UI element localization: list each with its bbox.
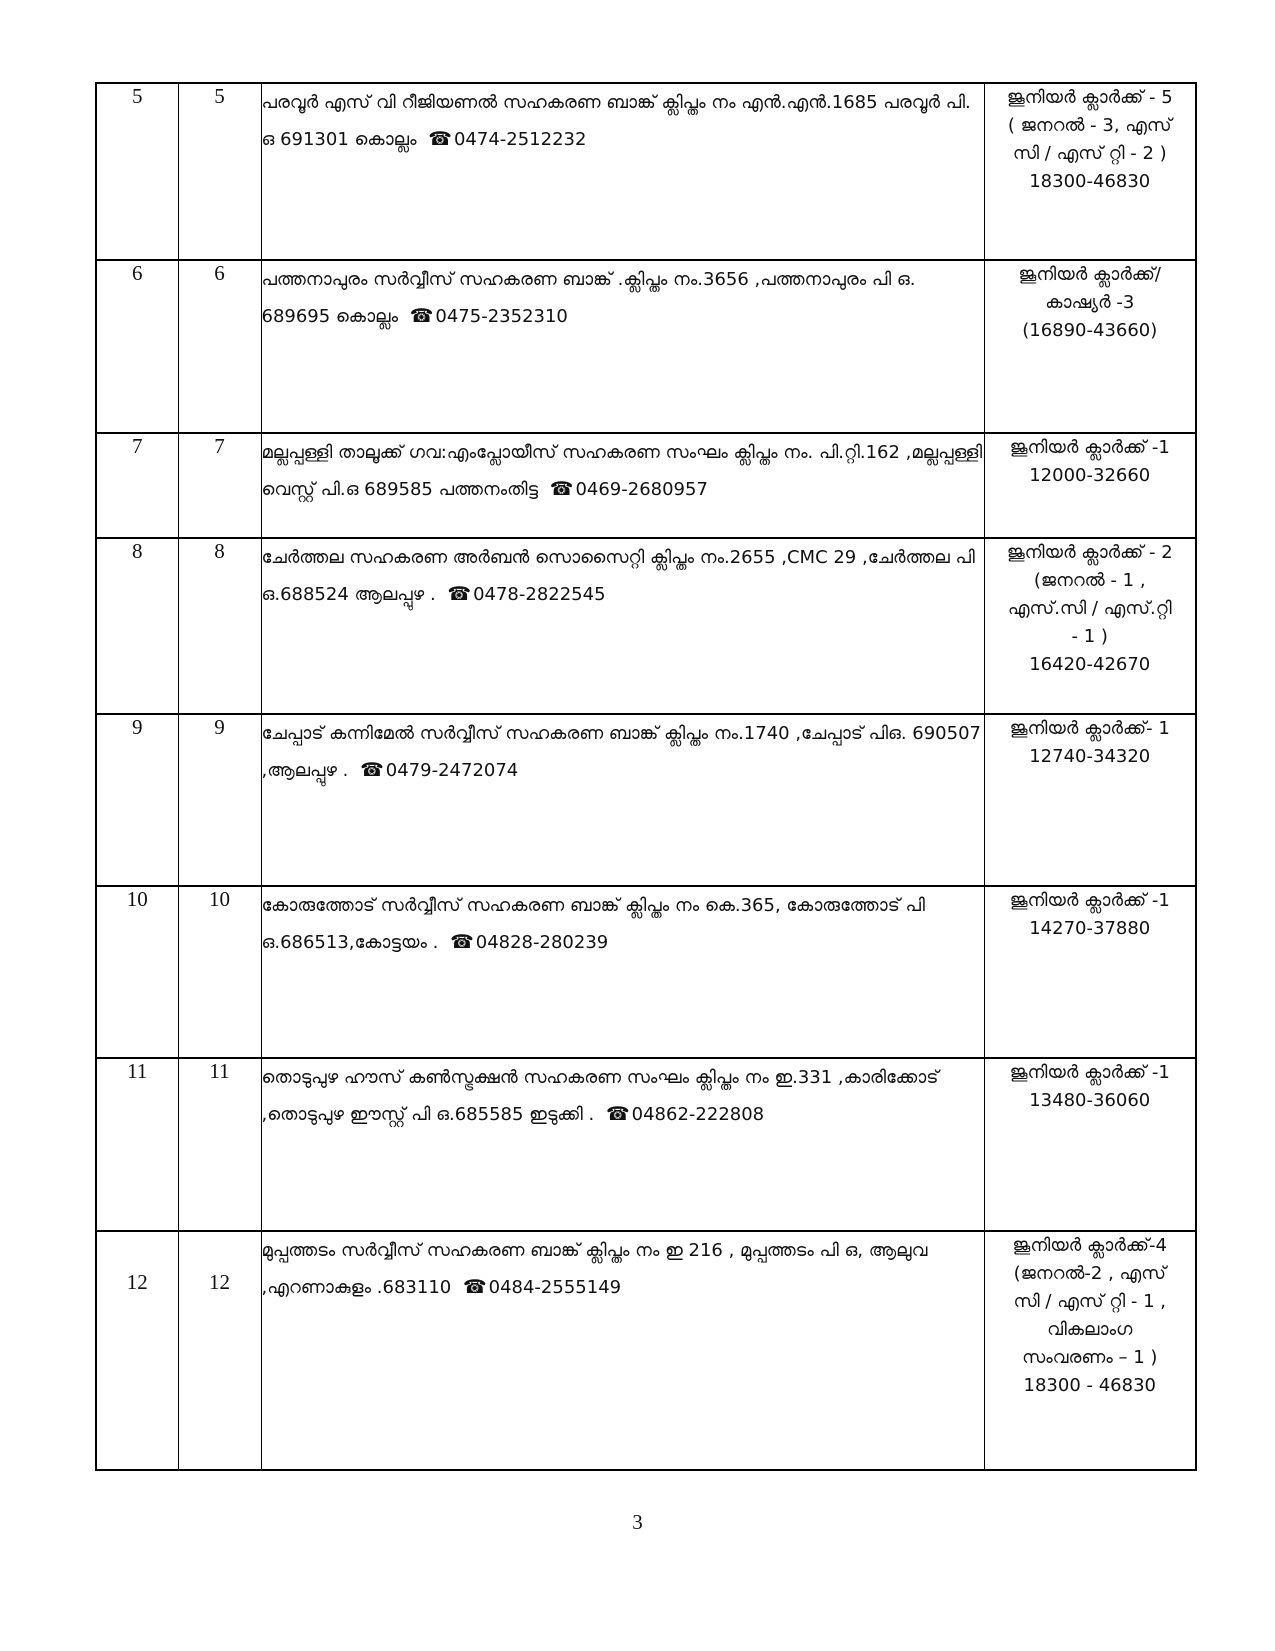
society-address-text: കോരുത്തോട് സർവ്വീസ് സഹകരണ ബാങ്ക് ക്ലിപ്തം നം കെ.365, കോരുത്തോട് പി ഒ.686513,കോട്ടയം . (261, 895, 925, 953)
post-detail-line: ജൂനിയർ ക്ലാർക്ക്-4 (1012, 1235, 1167, 1256)
phone-number: 0474-2512232 (453, 129, 587, 150)
society-address-cell (261, 1058, 984, 1231)
serial-number-2-cell: 12 (178, 1231, 261, 1470)
post-detail-line: ജൂനിയർ ക്ലാർക്ക് -1 (1009, 1062, 1170, 1083)
post-details-cell (984, 1231, 1196, 1470)
post-detail-line: 18300 - 46830 (1023, 1375, 1156, 1396)
serial-number-cell: 11 (96, 1058, 178, 1231)
post-details-cell (984, 1058, 1196, 1231)
table-row (96, 714, 1196, 886)
post-detail-line: ജൂനിയർ ക്ലാർക്ക്- 1 (1009, 718, 1170, 739)
post-detail-line: ജൂനിയർ ക്ലാർക്ക് - 2 (1006, 542, 1173, 563)
serial-number-cell: 7 (96, 433, 178, 538)
post-detail-line: (16890-43660) (1022, 320, 1158, 341)
phone-icon: ☎ (450, 931, 474, 953)
serial-number-cell: 10 (96, 886, 178, 1058)
phone-icon: ☎ (447, 583, 472, 605)
post-detail-line: (ജനറൽ-2 , എസ് (1013, 1263, 1166, 1284)
vacancy-table (95, 82, 1197, 1471)
post-details-cell (984, 260, 1196, 433)
post-detail-line: (ജനറൽ - 1 , (1033, 570, 1146, 591)
table-row (96, 260, 1196, 433)
serial-number-2-cell: 8 (178, 538, 261, 714)
post-detail-line: ജൂനിയർ ക്ലാർക്ക് -1 (1009, 890, 1170, 911)
serial-number-2-cell: 10 (178, 886, 261, 1058)
post-detail-line: 12740-34320 (1029, 746, 1151, 767)
post-detail-line: ( ജനറൽ - 3, എസ് (1007, 115, 1172, 136)
post-detail-line: 16420-42670 (1029, 654, 1151, 675)
society-address-text: ചേപ്പാട് കന്നിമേൽ സർവ്വീസ് സഹകരണ ബാങ്ക് ക്ലിപ്തം നം.1740 ,ചേപ്പാട് പിഒ. 690507 ,ആലപ്പുഴ . (261, 723, 981, 781)
table-row (96, 886, 1196, 1058)
society-address-cell (261, 538, 984, 714)
phone-number: 0479-2472074 (385, 760, 519, 781)
post-detail-line: വികലാംഗ (1047, 1319, 1133, 1340)
serial-number-2-cell: 6 (178, 260, 261, 433)
phone-number: 0484-2555149 (488, 1277, 622, 1298)
table-row (96, 83, 1196, 260)
post-detail-line: കാഷ്യർ -3 (1045, 292, 1135, 313)
society-address-text: പത്തനാപുരം സർവ്വീസ് സഹകരണ ബാങ്ക് .ക്ലിപ്തം നം.3656 ,പത്തനാപുരം പി ഒ. 689695 കൊല്ലം (261, 269, 916, 327)
table-row (96, 433, 1196, 538)
post-details-cell (984, 714, 1196, 886)
post-detail-line: ജൂനിയർ ക്ലാർക്ക്/ (1018, 264, 1161, 285)
phone-icon: ☎ (409, 305, 434, 327)
phone-number: 04828-280239 (475, 932, 609, 953)
society-address-cell (261, 433, 984, 538)
serial-number-cell: 8 (96, 538, 178, 714)
society-address-text: തൊടുപുഴ ഹൗസ് കൺസ്ട്രക്ഷൻ സഹകരണ സംഘം ക്ലിപ്തം നം ഇ.331 ,കാരിക്കോട് ,തൊടുപുഴ ഈസ്റ്റ് പി ഒ.685585 ഇടുക്കി . (261, 1067, 939, 1125)
post-detail-line: സി / എസ് റ്റി - 2 ) (1012, 143, 1167, 164)
table-row (96, 538, 1196, 714)
post-detail-line: 14270-37880 (1029, 918, 1151, 939)
post-detail-line: സംവരണം – 1 ) (1022, 1347, 1158, 1368)
page-number: 3 (632, 1510, 643, 1534)
post-detail-line: ജൂനിയർ ക്ലാർക്ക് - 5 (1006, 87, 1173, 108)
table-row (96, 1231, 1196, 1470)
post-detail-line: സി / എസ് റ്റി - 1 , (1013, 1291, 1167, 1312)
post-detail-line: എസ്.സി / എസ്.റ്റി (1007, 598, 1172, 619)
serial-number-2-cell: 9 (178, 714, 261, 886)
post-details-cell (984, 538, 1196, 714)
phone-icon: ☎ (428, 128, 452, 150)
society-address-cell (261, 260, 984, 433)
serial-number-cell: 5 (96, 83, 178, 260)
society-address-cell (261, 714, 984, 886)
phone-number: 0469-2680957 (575, 479, 708, 500)
serial-number-2-cell: 5 (178, 83, 261, 260)
phone-icon: ☎ (360, 759, 384, 781)
society-address-cell (261, 1231, 984, 1470)
phone-number: 0475-2352310 (435, 306, 568, 327)
phone-icon: ☎ (462, 1276, 487, 1298)
table-body (96, 83, 1196, 1470)
post-details-cell (984, 886, 1196, 1058)
post-detail-line: 18300-46830 (1029, 171, 1151, 192)
post-details-cell (984, 433, 1196, 538)
society-address-cell (261, 886, 984, 1058)
phone-number: 04862-222808 (631, 1104, 765, 1125)
society-address-text: മല്ലപ്പള്ളി താലൂക്ക് ഗവ:എംപ്ലോയീസ് സഹകരണ സംഘം ക്ലിപ്തം നം. പി.റ്റി.162 ,മല്ലപ്പള്ളി വെസ്റ്റ് പി.ഒ 689585 പത്തനംതിട്ട (261, 442, 983, 500)
phone-icon: ☎ (605, 1103, 630, 1125)
post-detail-line: - 1 ) (1071, 626, 1108, 647)
society-address-cell (261, 83, 984, 260)
society-address-text: ചേർത്തല സഹകരണ അർബൻ സൊസൈറ്റി ക്ലിപ്തം നം.2655 ,CMC 29 ,ചേർത്തല പി ഒ.688524 ആലപ്പുഴ . (261, 547, 975, 605)
serial-number-cell: 9 (96, 714, 178, 886)
post-detail-line: 13480-36060 (1029, 1090, 1151, 1111)
society-address-text: മുപ്പത്തടം സർവ്വീസ് സഹകരണ ബാങ്ക് ക്ലിപ്തം നം ഇ 216 , മുപ്പത്തടം പി ഒ, ആലുവ ,എറണാകുളം .683110 (261, 1240, 928, 1298)
society-address-text: പരവൂർ എസ് വി റീജിയണൽ സഹകരണ ബാങ്ക് ക്ലിപ്തം നം എൻ.എൻ.1685 പരവൂർ പി. ഒ 691301 കൊല്ലം (261, 92, 971, 150)
post-detail-line: 12000-32660 (1029, 465, 1151, 486)
serial-number-2-cell: 7 (178, 433, 261, 538)
post-detail-line: ജൂനിയർ ക്ലാർക്ക് -1 (1009, 437, 1170, 458)
serial-number-cell: 12 (96, 1231, 178, 1470)
phone-icon: ☎ (549, 478, 574, 500)
table-row (96, 1058, 1196, 1231)
serial-number-2-cell: 11 (178, 1058, 261, 1231)
serial-number-cell: 6 (96, 260, 178, 433)
post-details-cell (984, 83, 1196, 260)
phone-number: 0478-2822545 (473, 584, 606, 605)
